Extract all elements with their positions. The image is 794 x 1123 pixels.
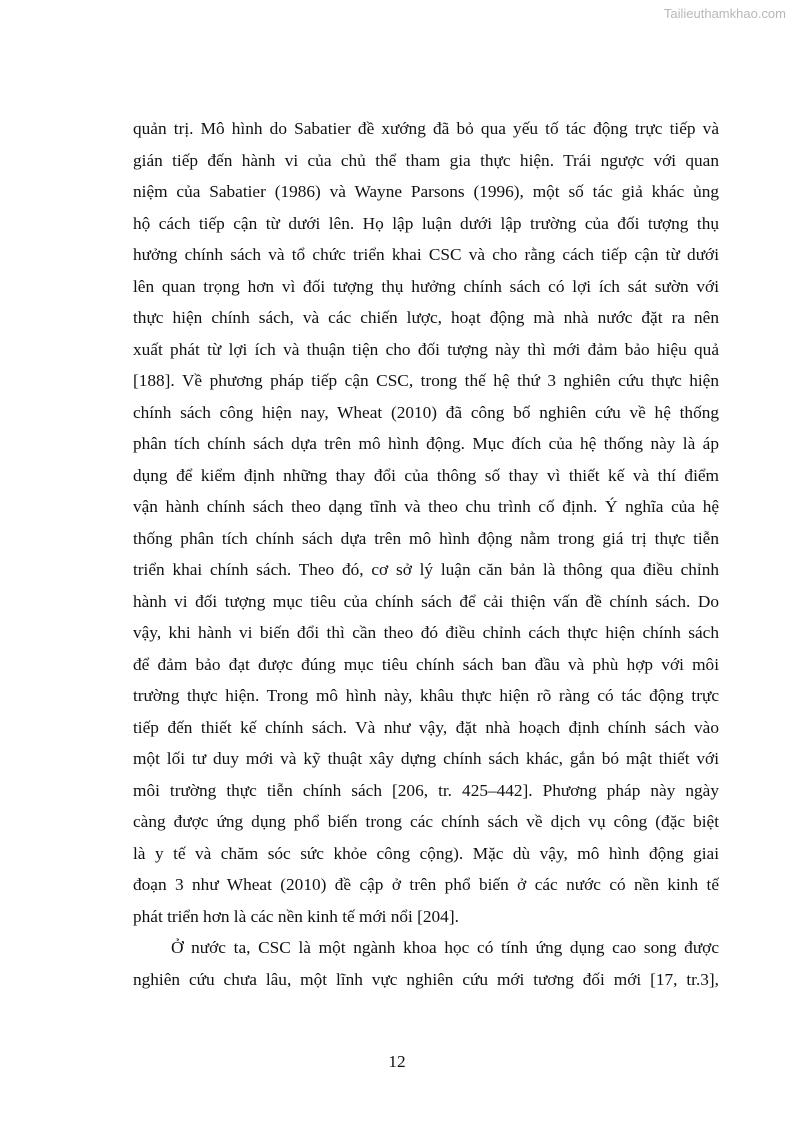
- body-line: dụng để kiểm định những thay đổi của thông số thay vì thiết kế và thí điểm: [133, 465, 719, 485]
- body-line: môi trường thực tiễn chính sách [206, tr. 425–442]. Phương pháp này ngày: [133, 780, 719, 800]
- body-line: nghiên cứu chưa lâu, một lĩnh vực nghiên cứu mới tương đối mới [17, tr.3],: [133, 969, 719, 989]
- body-line: hộ cách tiếp cận từ dưới lên. Họ lập luận dưới lập trường của đối tượng thụ: [133, 213, 719, 233]
- body-line: phát triển hơn là các nền kinh tế mới nổi [204].: [133, 906, 459, 926]
- body-line: xuất phát từ lợi ích và thuận tiện cho đối tượng này thì mới đảm bảo hiệu quả: [133, 339, 719, 359]
- body-line: tiếp đến thiết kế chính sách. Và như vậy, đặt nhà hoạch định chính sách vào: [133, 717, 719, 737]
- page-number: 12: [388, 1052, 406, 1071]
- body-line: một lối tư duy mới và kỹ thuật xây dựng chính sách khác, gắn bó mật thiết với: [133, 749, 719, 768]
- body-line: đoạn 3 như Wheat (2010) đề cập ở trên phổ biến ở các nước có nền kinh tế: [133, 875, 719, 894]
- body-line: vậy, khi hành vi biến đổi thì cần theo đó điều chỉnh cách thực hiện chính sách: [133, 623, 719, 642]
- body-line: lên quan trọng hơn vì đối tượng thụ hưởng chính sách có lợi ích sát sườn với: [133, 276, 719, 296]
- body-line: niệm của Sabatier (1986) và Wayne Parsons (1996), một số tác giả khác ủng: [133, 182, 719, 201]
- document-body: [133, 113, 719, 995]
- body-line: càng được ứng dụng phổ biến trong các chính sách về dịch vụ công (đặc biệt: [133, 812, 719, 831]
- body-line: thực hiện chính sách, và các chiến lược, hoạt động mà nhà nước đặt ra nên: [133, 308, 719, 327]
- watermark: Tailieuthamkhao.com: [663, 6, 786, 21]
- body-line: là y tế và chăm sóc sức khỏe công cộng). Mặc dù vậy, mô hình động giai: [133, 843, 719, 863]
- body-line: gián tiếp đến hành vi của chủ thể tham gia thực hiện. Trái ngược với quan: [133, 150, 719, 170]
- body-line: vận hành chính sách theo dạng tĩnh và theo chu trình cố định. Ý nghĩa của hệ: [133, 497, 719, 516]
- body-line: hành vi đối tượng mục tiêu của chính sách để cải thiện vấn đề chính sách. Do: [133, 591, 719, 611]
- body-line: [188]. Về phương pháp tiếp cận CSC, trong thế hệ thứ 3 nghiên cứu thực hiện: [133, 371, 719, 390]
- body-line: Ở nước ta, CSC là một ngành khoa học có tính ứng dụng cao song được: [171, 938, 719, 957]
- body-line: hưởng chính sách và tổ chức triển khai CSC và cho rằng cách tiếp cận từ dưới: [133, 245, 719, 264]
- body-line: phân tích chính sách dựa trên mô hình động. Mục đích của hệ thống này là áp: [133, 434, 719, 453]
- body-line: quản trị. Mô hình do Sabatier đề xướng đã bỏ qua yếu tố tác động trực tiếp và: [133, 119, 719, 138]
- body-line: để đảm bảo đạt được đúng mục tiêu chính sách ban đầu và phù hợp với môi: [133, 654, 719, 674]
- body-line: triển khai chính sách. Theo đó, cơ sở lý luận căn bản là thông qua điều chỉnh: [133, 560, 719, 579]
- body-line: trường thực hiện. Trong mô hình này, khâu thực hiện rõ ràng có tác động trực: [133, 686, 719, 705]
- body-line: thống phân tích chính sách dựa trên mô hình động nằm trong giá trị thực tiễn: [133, 528, 719, 548]
- body-line: chính sách công hiện nay, Wheat (2010) đã công bố nghiên cứu về hệ thống: [133, 402, 719, 422]
